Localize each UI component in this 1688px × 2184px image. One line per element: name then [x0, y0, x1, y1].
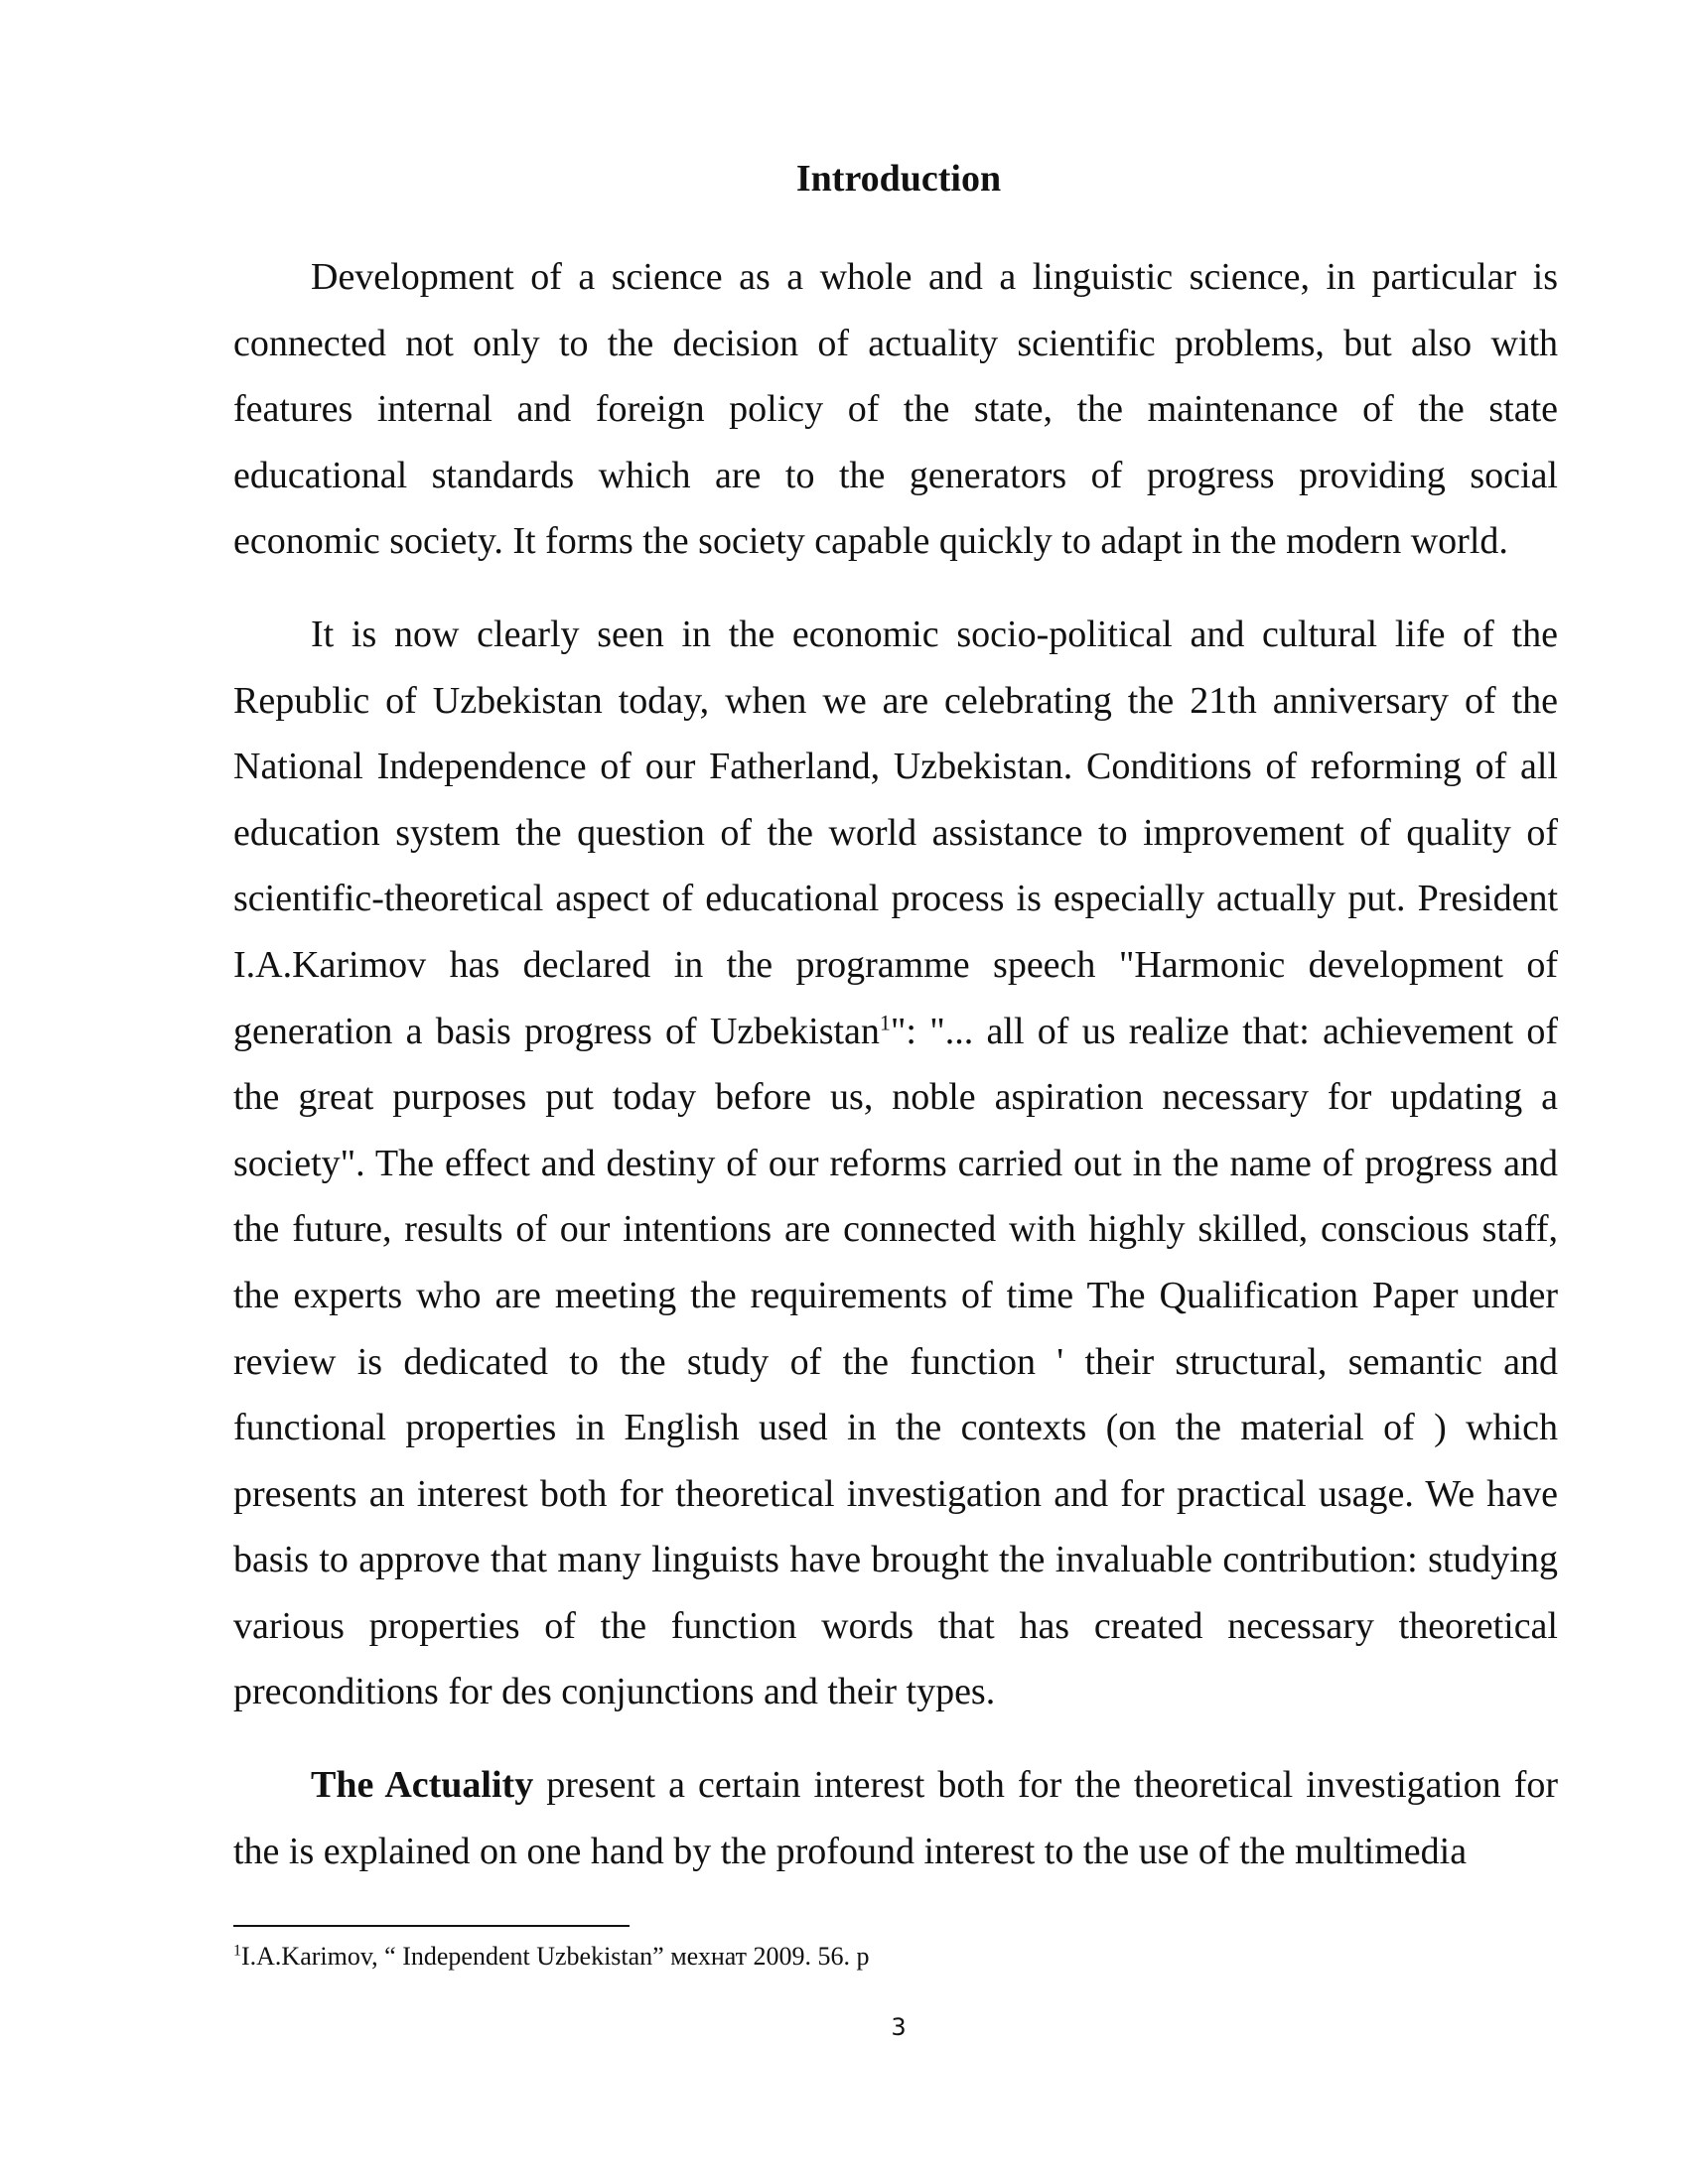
paragraph-1-text: Development of a science as a whole and a linguistic science, in particular is connected not only to the decision of actuality scientific problems, but also with features internal and foreign policy of the state, the maintenance of the state educational standards which are to the generators of progress providing social economic society. It forms the society capable quickly to adapt in the modern world. — [233, 256, 1558, 563]
paragraph-2-text-start: It is now clearly seen in the economic socio-political and cultural life of the Republic of Uzbekistan today, when we are celebrating the 21th anniversary of the National Independence of our Fatherland, Uzbekistan. Conditions of reforming of all education system the question of the world assistance to improvement of quality of scientific-theoretical aspect of educational process is especially actually put. President I.A.Karimov has declared in the programme speech "Harmonic development of generation a basis progress of Uzbekistan — [233, 613, 1558, 1052]
page-title: Introduction — [795, 158, 1002, 200]
footnote-reference[interactable]: 1 — [879, 1009, 891, 1034]
footnote — [233, 1940, 1558, 1974]
paragraph-3-text: present a certain interest both for the theoretical investigation for the is explained on one hand by the profound interest to the use of the multimedia — [233, 1764, 1558, 1872]
body-text — [233, 244, 1558, 1911]
paragraph-3 — [233, 1752, 1558, 1884]
paragraph-1 — [233, 244, 1558, 575]
footnote-separator — [233, 1925, 630, 1927]
footnote-text: I.A.Karimov, “ Independent Uzbekistan” мехнат 2009. 56. p — [241, 1942, 870, 1971]
footnote-mark: 1 — [233, 1942, 241, 1960]
actuality-heading: The Actuality — [311, 1764, 534, 1807]
paragraph-2 — [233, 602, 1558, 1725]
page-number: 3 — [891, 2013, 907, 2041]
paragraph-2-text-end: ": "... all of us realize that: achievement of the great purposes put today before us, noble aspiration necessary for updating a society". The effect and destiny of our reforms carried out in the name of progress and the future, results of our intentions are connected with highly skilled, conscious staff, the experts who are meeting the requirements of time The Qualification Paper under review is dedicated to the study of the function ' their structural, semantic and functional properties in English used in the contexts (on the material of ) which presents an interest both for theoretical investigation and for practical usage. We have basis to approve that many linguists have brought the invaluable contribution: studying various properties of the function words that has created necessary theoretical preconditions for des conjunctions and their types. — [233, 1010, 1558, 1713]
